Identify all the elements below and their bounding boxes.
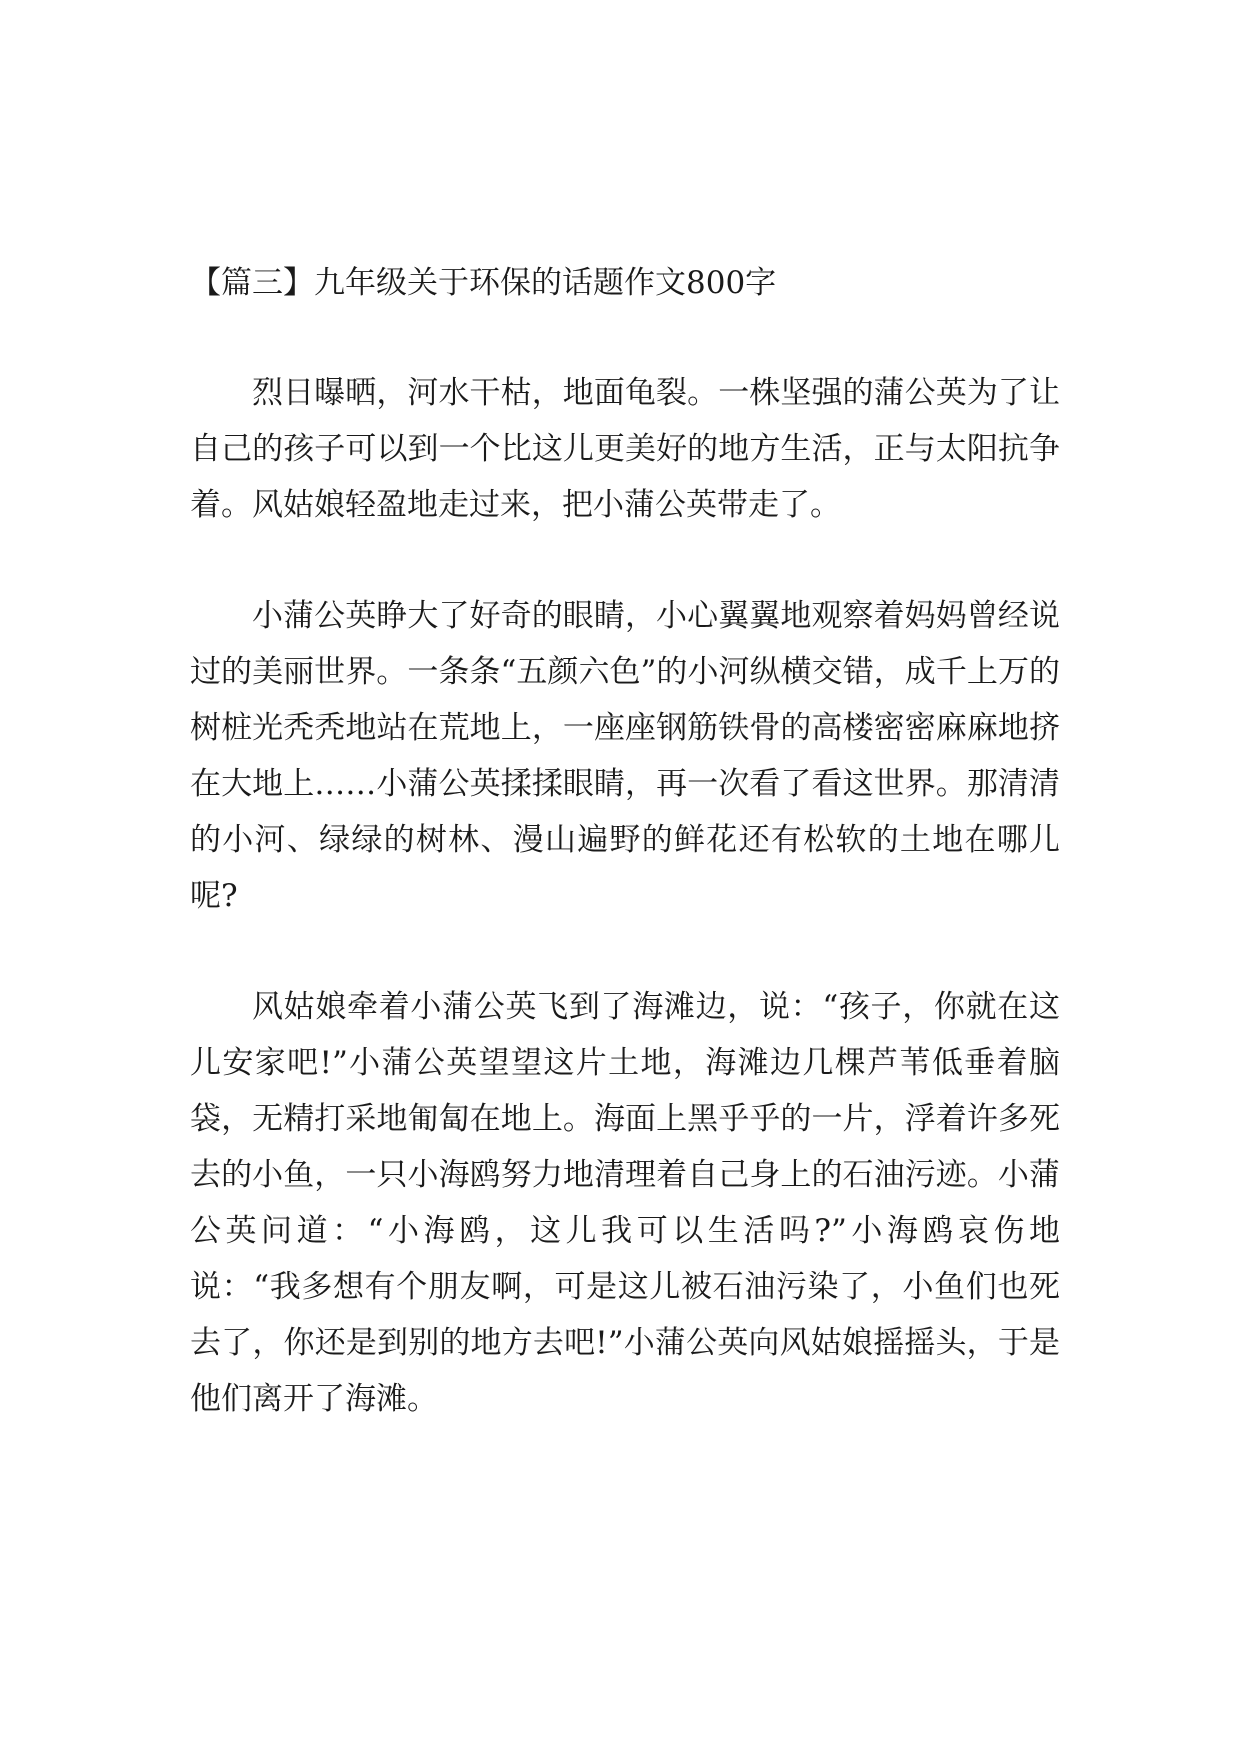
document-body — [190, 255, 1060, 1482]
essay-title: 【篇三】九年级关于环保的话题作文800字 — [190, 265, 777, 301]
paragraph-2: 小蒲公英睁大了好奇的眼睛，小心翼翼地观察着妈妈曾经说过的美丽世界。一条条“五颜六色”的小河纵横交错，成千上万的树桩光秃秃地站在荒地上，一座座钢筋铁骨的高楼密密麻麻地挤在大地上……小蒲公英揉揉眼睛，再一次看了看这世界。那清清的小河、绿绿的树林、漫山遍野的鲜花还有松软的土地在哪儿呢? — [190, 598, 1060, 914]
paragraph-3: 风姑娘牵着小蒲公英飞到了海滩边，说：“孩子，你就在这儿安家吧!”小蒲公英望望这片土地，海滩边几棵芦苇低垂着脑袋，无精打采地匍匐在地上。海面上黑乎乎的一片，浮着许多死去的小鱼，一只小海鸥努力地清理着自己身上的石油污迹。小蒲公英问道：“小海鸥，这儿我可以生活吗?”小海鸥哀伤地说：“我多想有个朋友啊，可是这儿被石油污染了，小鱼们也死去了，你还是到别的地方去吧!”小蒲公英向风姑娘摇摇头，于是他们离开了海滩。 — [190, 989, 1060, 1417]
paragraph-1: 烈日曝晒，河水干枯，地面龟裂。一株坚强的蒲公英为了让自己的孩子可以到一个比这儿更美好的地方生活，正与太阳抗争着。风姑娘轻盈地走过来，把小蒲公英带走了。 — [190, 375, 1060, 523]
